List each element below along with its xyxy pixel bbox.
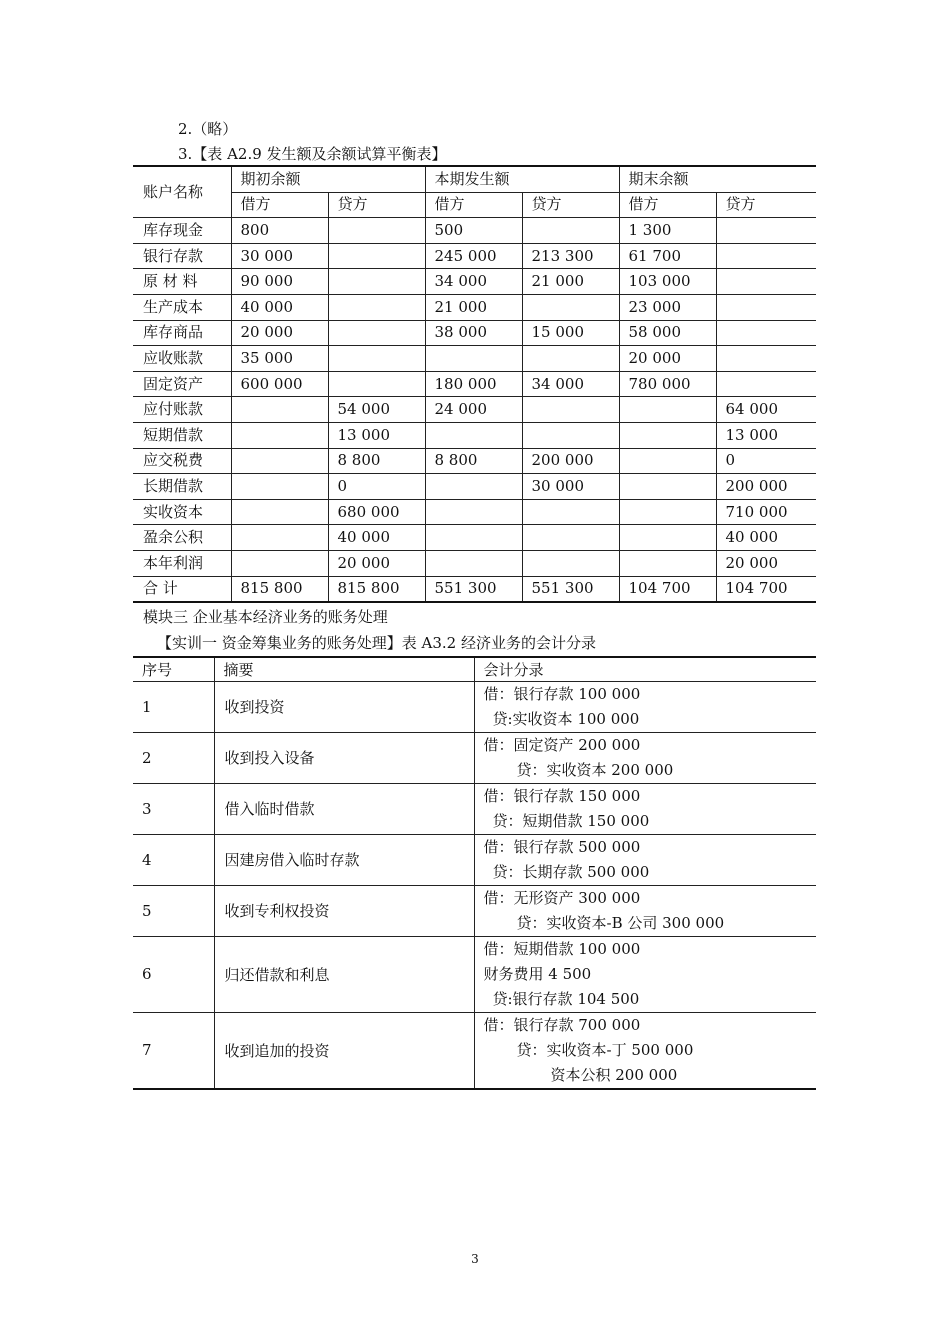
amount-cell [425, 525, 522, 551]
amount-cell: 815 800 [231, 576, 328, 602]
amount-cell [328, 320, 425, 346]
table-row [133, 681, 816, 732]
intro-line-1: 2.（略） [178, 120, 238, 138]
table-row [133, 422, 816, 448]
entry-line: 借：银行存款 100 000 [483, 684, 641, 703]
table-row [133, 576, 816, 602]
journal-entry-cell [474, 783, 816, 834]
amount-cell [716, 320, 816, 346]
table-header-row [133, 657, 816, 681]
entry-line: 贷：实收资本 200 000 [516, 760, 674, 779]
entry-line: 借：无形资产 300 000 [483, 888, 641, 907]
amount-cell: 104 700 [619, 576, 716, 602]
table-row [133, 346, 816, 372]
amount-cell [328, 243, 425, 269]
amount-cell [716, 218, 816, 244]
header-credit: 贷方 [328, 192, 425, 218]
amount-cell [716, 371, 816, 397]
amount-cell [231, 397, 328, 423]
amount-cell: 815 800 [328, 576, 425, 602]
module-title: 模块三 企业基本经济业务的账务处理 [143, 608, 388, 626]
header-serial-no: 序号 [133, 657, 214, 681]
header-account-name: 账户名称 [133, 166, 231, 218]
table-row [133, 936, 816, 1012]
account-name-cell: 生产成本 [133, 294, 231, 320]
amount-cell [231, 525, 328, 551]
amount-cell [328, 218, 425, 244]
amount-cell: 8 800 [425, 448, 522, 474]
amount-cell [522, 346, 619, 372]
amount-cell: 34 000 [522, 371, 619, 397]
amount-cell [522, 218, 619, 244]
entry-line: 借：银行存款 500 000 [483, 837, 641, 856]
account-name-cell: 固定资产 [133, 371, 231, 397]
amount-cell [328, 346, 425, 372]
amount-cell: 15 000 [522, 320, 619, 346]
entry-line: 借：银行存款 150 000 [483, 786, 641, 805]
amount-cell: 20 000 [328, 550, 425, 576]
table-row [133, 320, 816, 346]
entries-table-caption: 【实训一 资金筹集业务的账务处理】表 A3.2 经济业务的会计分录 [157, 634, 596, 652]
amount-cell: 90 000 [231, 269, 328, 295]
journal-entries-body [133, 657, 816, 1089]
serial-no-cell: 3 [133, 783, 214, 834]
table-row [133, 448, 816, 474]
table-row [133, 499, 816, 525]
header-debit: 借方 [231, 192, 328, 218]
serial-no-cell: 2 [133, 732, 214, 783]
amount-cell [522, 422, 619, 448]
table-row [133, 1012, 816, 1089]
entry-line: 贷：短期借款 150 000 [492, 811, 650, 830]
amount-cell: 180 000 [425, 371, 522, 397]
serial-no-cell: 7 [133, 1012, 214, 1089]
header-opening-balance: 期初余额 [231, 166, 425, 192]
account-name-cell: 长期借款 [133, 474, 231, 500]
table-row [133, 783, 816, 834]
amount-cell [328, 371, 425, 397]
header-debit: 借方 [425, 192, 522, 218]
header-closing-balance: 期末余额 [619, 166, 816, 192]
header-summary: 摘要 [214, 657, 474, 681]
summary-cell: 收到专利权投资 [214, 885, 474, 936]
account-name-cell: 应付账款 [133, 397, 231, 423]
table-row [133, 371, 816, 397]
journal-entries-table [133, 656, 816, 1090]
amount-cell: 710 000 [716, 499, 816, 525]
amount-cell [425, 422, 522, 448]
amount-cell: 600 000 [231, 371, 328, 397]
entry-line: 贷:银行存款 104 500 [492, 989, 640, 1008]
amount-cell [522, 550, 619, 576]
amount-cell [716, 243, 816, 269]
table-row [133, 834, 816, 885]
journal-entry-cell [474, 681, 816, 732]
serial-no-cell: 5 [133, 885, 214, 936]
account-name-cell: 应收账款 [133, 346, 231, 372]
serial-no-cell: 4 [133, 834, 214, 885]
account-name-cell: 应交税费 [133, 448, 231, 474]
amount-cell: 54 000 [328, 397, 425, 423]
amount-cell [522, 294, 619, 320]
amount-cell: 200 000 [716, 474, 816, 500]
entry-line: 借：银行存款 700 000 [483, 1015, 641, 1034]
amount-cell [425, 346, 522, 372]
amount-cell [716, 346, 816, 372]
amount-cell: 551 300 [425, 576, 522, 602]
journal-entry-cell [474, 834, 816, 885]
summary-cell: 收到投资 [214, 681, 474, 732]
amount-cell [619, 474, 716, 500]
amount-cell [231, 448, 328, 474]
account-name-cell: 库存商品 [133, 320, 231, 346]
page-number: 3 [471, 1252, 479, 1266]
amount-cell: 58 000 [619, 320, 716, 346]
summary-cell: 收到投入设备 [214, 732, 474, 783]
summary-cell: 借入临时借款 [214, 783, 474, 834]
trial-balance-body [133, 166, 816, 602]
account-name-cell: 本年利润 [133, 550, 231, 576]
amount-cell: 800 [231, 218, 328, 244]
amount-cell: 34 000 [425, 269, 522, 295]
amount-cell: 64 000 [716, 397, 816, 423]
amount-cell [231, 422, 328, 448]
entry-line: 贷：长期存款 500 000 [492, 862, 650, 881]
journal-entry-cell [474, 936, 816, 1012]
journal-entry-cell [474, 732, 816, 783]
table-row [133, 525, 816, 551]
amount-cell: 61 700 [619, 243, 716, 269]
amount-cell [619, 422, 716, 448]
header-debit: 借方 [619, 192, 716, 218]
amount-cell: 551 300 [522, 576, 619, 602]
serial-no-cell: 1 [133, 681, 214, 732]
amount-cell [522, 397, 619, 423]
header-period-amount: 本期发生额 [425, 166, 619, 192]
amount-cell: 680 000 [328, 499, 425, 525]
amount-cell: 104 700 [716, 576, 816, 602]
amount-cell [716, 269, 816, 295]
amount-cell [619, 448, 716, 474]
amount-cell: 30 000 [522, 474, 619, 500]
journal-entry-cell [474, 885, 816, 936]
amount-cell [619, 525, 716, 551]
amount-cell: 13 000 [328, 422, 425, 448]
amount-cell [619, 397, 716, 423]
amount-cell [522, 499, 619, 525]
account-name-cell: 库存现金 [133, 218, 231, 244]
header-credit: 贷方 [522, 192, 619, 218]
amount-cell [425, 474, 522, 500]
amount-cell: 20 000 [716, 550, 816, 576]
entry-line: 贷：实收资本-丁 500 000 [516, 1040, 694, 1059]
amount-cell [716, 294, 816, 320]
table-row [133, 243, 816, 269]
amount-cell: 20 000 [231, 320, 328, 346]
summary-cell: 收到追加的投资 [214, 1012, 474, 1089]
entry-line: 借：固定资产 200 000 [483, 735, 641, 754]
summary-cell: 归还借款和利息 [214, 936, 474, 1012]
amount-cell: 24 000 [425, 397, 522, 423]
table-row [133, 294, 816, 320]
entry-line: 借：短期借款 100 000 [483, 939, 641, 958]
table-row [133, 474, 816, 500]
account-name-cell: 短期借款 [133, 422, 231, 448]
account-name-cell: 合 计 [133, 576, 231, 602]
header-journal-entry: 会计分录 [474, 657, 816, 681]
table-row [133, 269, 816, 295]
amount-cell: 1 300 [619, 218, 716, 244]
account-name-cell: 盈余公积 [133, 525, 231, 551]
account-name-cell: 实收资本 [133, 499, 231, 525]
amount-cell: 21 000 [522, 269, 619, 295]
amount-cell [231, 550, 328, 576]
amount-cell: 103 000 [619, 269, 716, 295]
amount-cell: 21 000 [425, 294, 522, 320]
amount-cell: 500 [425, 218, 522, 244]
table-subheader-row [133, 192, 816, 218]
amount-cell [522, 525, 619, 551]
summary-cell: 因建房借入临时存款 [214, 834, 474, 885]
amount-cell: 35 000 [231, 346, 328, 372]
amount-cell [619, 499, 716, 525]
table-header-row [133, 166, 816, 192]
amount-cell: 200 000 [522, 448, 619, 474]
table-row [133, 218, 816, 244]
table-row [133, 732, 816, 783]
account-name-cell: 原 材 料 [133, 269, 231, 295]
serial-no-cell: 6 [133, 936, 214, 1012]
amount-cell: 40 000 [231, 294, 328, 320]
account-name-cell: 银行存款 [133, 243, 231, 269]
amount-cell: 13 000 [716, 422, 816, 448]
entry-line: 贷:实收资本 100 000 [492, 709, 640, 728]
amount-cell [619, 550, 716, 576]
amount-cell [328, 269, 425, 295]
amount-cell [231, 474, 328, 500]
trial-balance-table [133, 165, 816, 603]
table-row [133, 397, 816, 423]
table-row [133, 550, 816, 576]
amount-cell [231, 499, 328, 525]
amount-cell: 40 000 [328, 525, 425, 551]
amount-cell: 0 [328, 474, 425, 500]
entry-line: 财务费用 4 500 [483, 964, 592, 983]
amount-cell: 0 [716, 448, 816, 474]
entry-line: 贷：实收资本-B 公司 300 000 [516, 913, 725, 932]
amount-cell [425, 499, 522, 525]
entry-line: 资本公积 200 000 [550, 1065, 678, 1084]
trial-balance-caption: 3.【表 A2.9 发生额及余额试算平衡表】 [178, 145, 447, 163]
amount-cell: 20 000 [619, 346, 716, 372]
amount-cell: 245 000 [425, 243, 522, 269]
amount-cell [328, 294, 425, 320]
journal-entry-cell [474, 1012, 816, 1089]
amount-cell: 8 800 [328, 448, 425, 474]
amount-cell: 38 000 [425, 320, 522, 346]
amount-cell: 40 000 [716, 525, 816, 551]
amount-cell: 780 000 [619, 371, 716, 397]
amount-cell [425, 550, 522, 576]
header-credit: 贷方 [716, 192, 816, 218]
amount-cell: 23 000 [619, 294, 716, 320]
table-row [133, 885, 816, 936]
amount-cell: 30 000 [231, 243, 328, 269]
amount-cell: 213 300 [522, 243, 619, 269]
